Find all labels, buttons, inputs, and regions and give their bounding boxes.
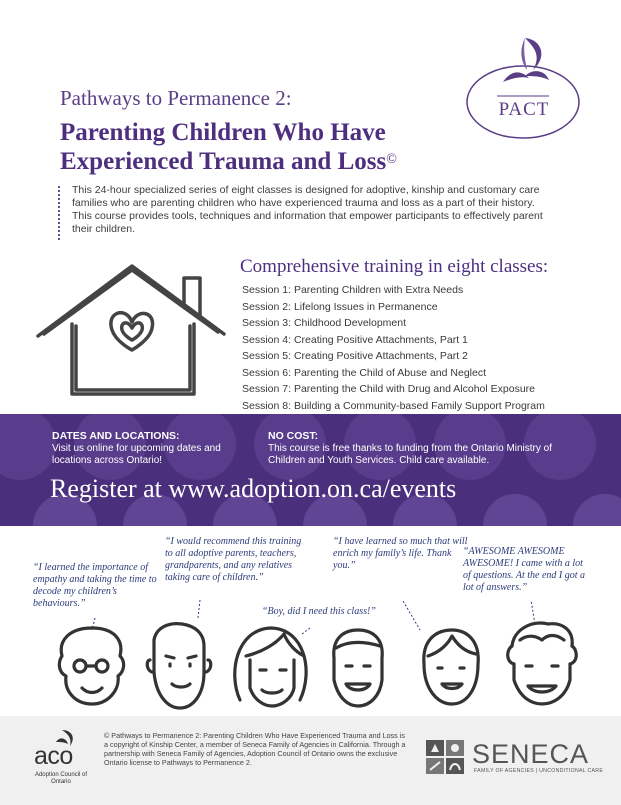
face-grandmother xyxy=(59,628,123,704)
seneca-wordmark: SENECA xyxy=(472,739,590,769)
sessions-heading: Comprehensive training in eight classes: xyxy=(240,256,549,277)
list-item: Session 2: Lifelong Issues in Permanence xyxy=(242,300,438,313)
list-item: Session 1: Parenting Children with Extra Needs xyxy=(242,284,464,296)
intro-divider xyxy=(58,186,62,240)
intro-paragraph: This 24-hour specialized series of eight classes is designed for adoptive, kinship and customary care families who are parenting children who have experienced trauma and loss as a part of their history. This course provides tools, techniques and information that empower participants to effectively parent their children. xyxy=(72,184,543,235)
pact-logo xyxy=(463,30,583,140)
testimonial-quote: “AWESOME AWESOME AWESOME! I came with a lot of questions. At the end I got a lot of answers.” xyxy=(463,546,586,593)
testimonial-quote: “I learned the importance of empathy and taking the time to decode my children’s behaviours.” xyxy=(33,562,157,609)
cost-text: This course is free thanks to funding from the Ontario Ministry of Children and Youth Services. Child care available. xyxy=(268,442,553,466)
pact-label: PACT xyxy=(498,99,550,120)
aco-subtitle: Adoption Council of Ontario xyxy=(34,772,88,785)
face-woman xyxy=(235,628,306,706)
face-girl xyxy=(424,630,478,704)
copyright-notice: © Pathways to Permanence 2: Parenting Children Who Have Experienced Trauma and Loss is a copyright of Kinship Center, a member of Seneca Family of Agencies in California. Through a partnership with Seneca Family of Agencies, Adoption Council of Ontario owns the exclusive Ontario license to Pathways to Permanence 2. xyxy=(104,731,406,767)
dates-text: Visit us online for upcoming dates and locations across Ontario! xyxy=(52,442,221,466)
dates-heading: DATES AND LOCATIONS: xyxy=(52,430,180,442)
testimonial-quote: “Boy, did I need this class!” xyxy=(262,606,376,617)
list-item: Session 5: Creating Positive Attachments, Part 2 xyxy=(242,350,468,362)
faces-illustration xyxy=(0,600,621,712)
dates-section xyxy=(52,430,252,468)
cost-section xyxy=(268,430,578,468)
face-bearded-man xyxy=(147,624,211,708)
page-title-text: Parenting Children Who Have Experienced Trauma and Loss xyxy=(60,119,387,175)
list-item: Session 8: Building a Community-based Family Support Program xyxy=(242,399,545,412)
face-boy xyxy=(508,623,577,704)
list-item: Session 3: Childhood Development xyxy=(242,317,407,329)
page-title xyxy=(60,118,480,176)
copyright-mark: © xyxy=(386,152,397,167)
cost-heading: NO COST: xyxy=(268,430,319,442)
register-link[interactable]: Register at www.adoption.on.ca/events xyxy=(50,474,457,503)
aco-wordmark: aco xyxy=(34,742,73,770)
info-band xyxy=(0,414,621,526)
seneca-tagline: FAMILY OF AGENCIES | UNCONDITIONAL CARE xyxy=(474,768,604,774)
testimonial-quote: “I have learned so much that will enrich my family’s life. Thank you.” xyxy=(333,536,468,571)
list-item: Session 7: Parenting the Child with Drug and Alcohol Exposure xyxy=(242,383,536,395)
page-subtitle: Pathways to Permanence 2: xyxy=(60,86,292,110)
face-young-man xyxy=(334,630,382,706)
sessions-list xyxy=(242,282,545,414)
house-heart-icon xyxy=(34,260,229,400)
list-item: Session 4: Creating Positive Attachments, Part 1 xyxy=(242,333,468,346)
testimonial-quote: “I would recommend this training to all adoptive parents, teachers, grandparents, and any relatives taking care of children.” xyxy=(165,536,302,583)
list-item: Session 6: Parenting the Child of Abuse and Neglect xyxy=(242,366,486,379)
